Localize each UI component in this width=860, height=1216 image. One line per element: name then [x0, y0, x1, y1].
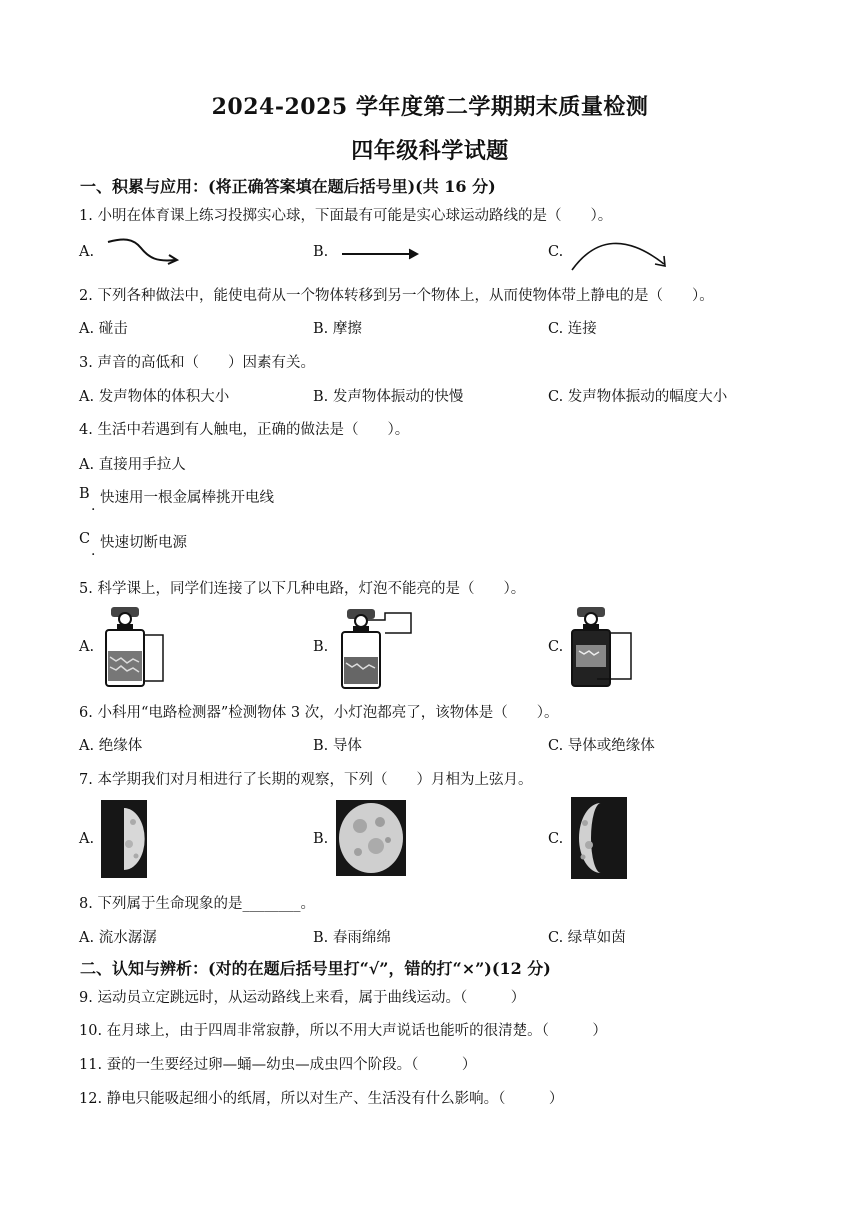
q4-option-a: A. 直接用手拉人	[79, 457, 186, 473]
section-1-heading: 一、积累与应用：(将正确答案填在题后括号里)(共 16 分)	[80, 177, 496, 196]
q3-option-b: B. 发声物体振动的快慢	[313, 389, 464, 405]
battery-circuit-a-icon	[101, 605, 169, 691]
section-2-heading: 二、认知与辨析：(对的在题后括号里打“√”，错的打“×”)(12 分)	[80, 959, 551, 978]
q1-option-a-label: A.	[79, 244, 95, 260]
q5-option-b-label: B.	[313, 639, 329, 655]
q5-option-a-label: A.	[79, 639, 95, 655]
q7-option-a-label: A.	[79, 831, 95, 847]
q4-option-b-text: 快速用一根金属棒挑开电线	[100, 490, 274, 506]
battery-circuit-c-icon	[567, 605, 639, 691]
battery-circuit-b-icon	[339, 607, 417, 693]
wavy-arrow-icon	[105, 236, 185, 266]
exam-subtitle: 四年级科学试题	[351, 138, 509, 164]
q4-option-c-dot: ·	[91, 547, 96, 563]
q1-option-b-label: B.	[313, 244, 329, 260]
arc-arrow-icon	[568, 228, 672, 274]
question-2: 2. 下列各种做法中，能使电荷从一个物体转移到另一个物体上，从而使物体带上静电的是（ ）。	[79, 288, 714, 304]
exam-title: 2024-2025 学年度第二学期期末质量检测	[211, 94, 649, 120]
question-10: 10. 在月球上，由于四周非常寂静，所以不用大声说话也能听的很清楚。（ ）	[79, 1023, 607, 1039]
moon-full-icon	[336, 800, 406, 876]
question-7: 7. 本学期我们对月相进行了长期的观察，下列（ ）月相为上弦月。	[79, 772, 533, 788]
q8-option-c: C. 绿草如茵	[548, 930, 626, 946]
question-5: 5. 科学课上，同学们连接了以下几种电路，灯泡不能亮的是（ ）。	[79, 581, 526, 597]
moon-gibbous-icon	[571, 797, 627, 879]
q1-option-c-label: C.	[548, 244, 564, 260]
q6-option-c: C. 导体或绝缘体	[548, 738, 655, 754]
q3-option-c: C. 发声物体振动的幅度大小	[548, 389, 728, 405]
q2-option-b: B. 摩擦	[313, 321, 362, 337]
q7-option-c-label: C.	[548, 831, 564, 847]
q5-option-c-label: C.	[548, 639, 564, 655]
q4-option-b-dot: ·	[91, 502, 96, 518]
question-12: 12. 静电只能吸起细小的纸屑，所以对生产、生活没有什么影响。（ ）	[79, 1091, 564, 1107]
moon-first-quarter-icon	[101, 800, 147, 878]
q2-option-c: C. 连接	[548, 321, 597, 337]
q6-option-b: B. 导体	[313, 738, 362, 754]
q2-option-a: A. 碰击	[79, 321, 128, 337]
q8-option-a: A. 流水潺潺	[79, 930, 157, 946]
q8-option-b: B. 春雨绵绵	[313, 930, 391, 946]
q3-option-a: A. 发声物体的体积大小	[79, 389, 230, 405]
q4-option-b-letter: B	[79, 486, 90, 502]
straight-arrow-icon	[340, 244, 422, 264]
question-1: 1. 小明在体育课上练习投掷实心球，下面最有可能是实心球运动路线的是（ ）。	[79, 208, 613, 224]
q4-option-c-text: 快速切断电源	[100, 535, 187, 551]
q6-option-a: A. 绝缘体	[79, 738, 143, 754]
q7-option-b-label: B.	[313, 831, 329, 847]
question-11: 11. 蚕的一生要经过卵—蛹—幼虫—成虫四个阶段。（ ）	[79, 1057, 477, 1073]
question-3: 3. 声音的高低和（ ）因素有关。	[79, 355, 315, 371]
q4-option-c-letter: C	[79, 531, 91, 547]
question-4: 4. 生活中若遇到有人触电，正确的做法是（ ）。	[79, 422, 410, 438]
question-9: 9. 运动员立定跳远时，从运动路线上来看，属于曲线运动。（ ）	[79, 990, 526, 1006]
question-6: 6. 小科用“电路检测器”检测物体 3 次，小灯泡都亮了，该物体是（ ）。	[79, 705, 559, 721]
question-8: 8. 下列属于生命现象的是________。	[79, 896, 315, 912]
